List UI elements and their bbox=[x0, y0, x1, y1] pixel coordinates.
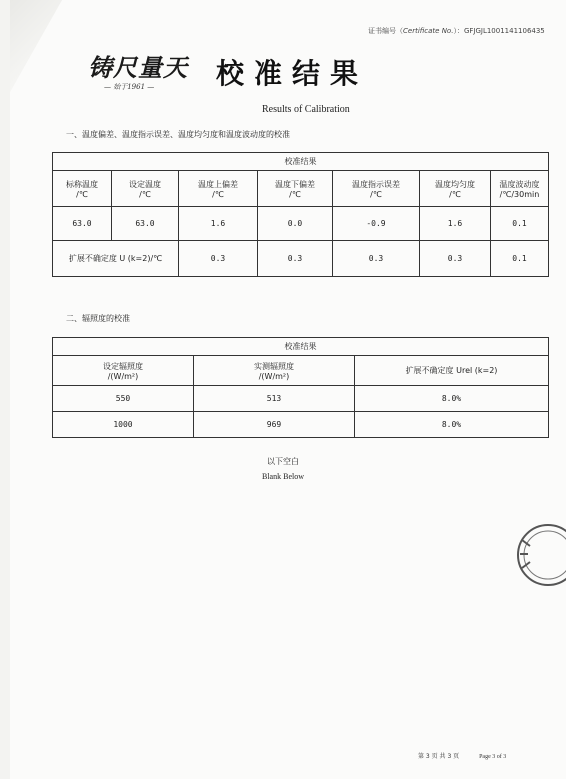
temperature-results-table bbox=[52, 152, 549, 277]
page-footer bbox=[418, 751, 506, 760]
table-row bbox=[53, 207, 549, 241]
official-seal-icon bbox=[508, 520, 566, 590]
cell-uncertainty: 0.3 bbox=[179, 241, 258, 277]
uncertainty-label: 扩展不确定度 U (k=2)/℃ bbox=[53, 241, 179, 277]
cell-measured-irradiance: 969 bbox=[194, 412, 355, 438]
table-caption: 校准结果 bbox=[53, 338, 549, 356]
page-number-cn: 第 3 页 共 3 页 bbox=[418, 753, 460, 760]
table-caption: 校准结果 bbox=[53, 153, 549, 171]
cell-uncertainty: 0.3 bbox=[420, 241, 491, 277]
cell-fluctuation: 0.1 bbox=[491, 207, 549, 241]
cell-set-irradiance: 1000 bbox=[53, 412, 194, 438]
brand-since: — 始于1961 — bbox=[104, 83, 155, 91]
irradiance-results-table bbox=[52, 337, 549, 438]
cell-uncertainty: 0.3 bbox=[333, 241, 420, 277]
cell-irradiance-uncertainty: 8.0% bbox=[355, 412, 549, 438]
cert-label-en: Certificate No. bbox=[403, 27, 454, 35]
col-irradiance-uncertainty: 扩展不确定度 Urel (k=2) bbox=[355, 356, 549, 386]
page-title: 校准结果 bbox=[216, 57, 369, 90]
col-indication-error: 温度指示误差 /℃ bbox=[333, 171, 420, 207]
cell-upper-deviation: 1.6 bbox=[179, 207, 258, 241]
cell-set-irradiance: 550 bbox=[53, 386, 194, 412]
col-lower-deviation: 温度下偏差 /℃ bbox=[258, 171, 333, 207]
cell-indication-error: -0.9 bbox=[333, 207, 420, 241]
cell-uncertainty: 0.1 bbox=[491, 241, 549, 277]
page-title-en: Results of Calibration bbox=[262, 104, 350, 115]
certificate-number bbox=[368, 26, 545, 36]
cert-label: 证书编号（ bbox=[368, 27, 403, 35]
cell-nominal-temp: 63.0 bbox=[53, 207, 112, 241]
cell-uniformity: 1.6 bbox=[420, 207, 491, 241]
cert-number-value: ）：GFJGJL1001141106435 bbox=[453, 27, 545, 35]
cell-set-temp: 63.0 bbox=[112, 207, 179, 241]
cell-uncertainty: 0.3 bbox=[258, 241, 333, 277]
section1-heading: 一、温度偏差、温度指示误差、温度均匀度和温度波动度的校准 bbox=[66, 130, 290, 139]
page-number-en: Page 3 of 3 bbox=[479, 754, 507, 760]
brand-logo: 铸尺量天 bbox=[88, 53, 188, 82]
cell-measured-irradiance: 513 bbox=[194, 386, 355, 412]
cell-irradiance-uncertainty: 8.0% bbox=[355, 386, 549, 412]
col-set-irradiance: 设定辐照度 /(W/m²) bbox=[53, 356, 194, 386]
cell-lower-deviation: 0.0 bbox=[258, 207, 333, 241]
col-nominal-temp: 标称温度 /℃ bbox=[53, 171, 112, 207]
col-uniformity: 温度均匀度 /℃ bbox=[420, 171, 491, 207]
col-set-temp: 设定温度 /℃ bbox=[112, 171, 179, 207]
col-upper-deviation: 温度上偏差 /℃ bbox=[179, 171, 258, 207]
col-fluctuation: 温度波动度 /℃/30min bbox=[491, 171, 549, 207]
blank-below-en: Blank Below bbox=[262, 472, 304, 481]
table-row bbox=[53, 241, 549, 277]
table-row bbox=[53, 412, 549, 438]
section2-heading: 二、辐照度的校准 bbox=[66, 314, 130, 323]
blank-below-cn: 以下空白 bbox=[267, 457, 299, 466]
table-row bbox=[53, 386, 549, 412]
col-measured-irradiance: 实测辐照度 /(W/m²) bbox=[194, 356, 355, 386]
